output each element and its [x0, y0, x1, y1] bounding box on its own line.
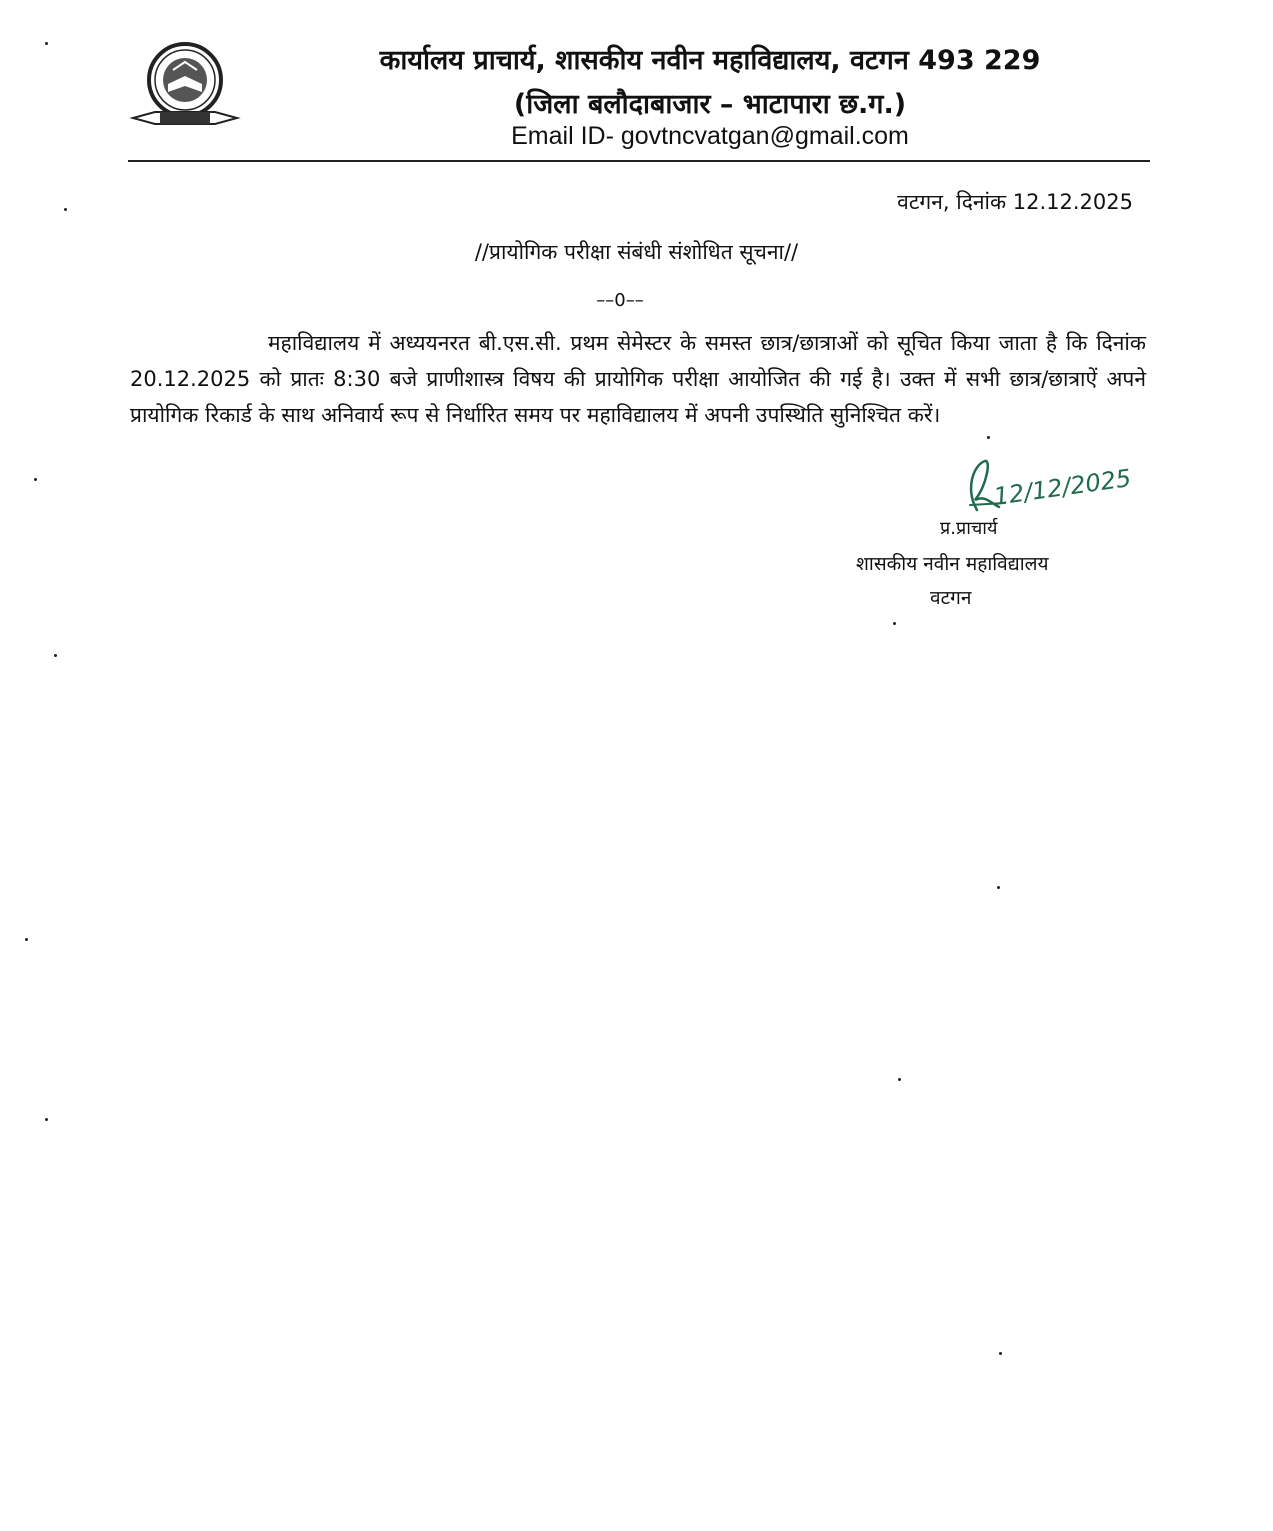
scan-speck	[893, 622, 896, 625]
scan-speck	[45, 1118, 48, 1121]
date-line: वटगन, दिनांक 12.12.2025	[897, 190, 1133, 214]
scan-speck	[997, 886, 1000, 889]
college-logo	[130, 40, 240, 135]
signatory-title: प्र.प्राचार्य	[940, 518, 998, 539]
signatory-college: शासकीय नवीन महाविद्यालय	[856, 553, 1049, 575]
signatory-place: वटगन	[930, 587, 972, 609]
handwritten-signature	[955, 455, 1133, 525]
email-line: Email ID- govtncvatgan@gmail.com	[511, 122, 909, 150]
scan-speck	[45, 42, 48, 45]
office-heading: कार्यालय प्राचार्य, शासकीय नवीन महाविद्यालय, वटगन 493 229	[379, 45, 1041, 76]
notice-body: महाविद्यालय में अध्ययनरत बी.एस.सी. प्रथम सेमेस्टर के समस्त छात्र/छात्राओं को सूचित किया जाता है कि दिनांक 20.12.2025 को प्रातः 8:30 बजे प्राणीशास्त्र विषय की प्रायोगिक परीक्षा आयोजित की गई है। उक्त में सभी छात्र/छात्राऐं अपने प्रायोगिक रिकार्ड के साथ अनिवार्य रूप से निर्धारित समय पर महाविद्यालय में अपनी उपस्थिति सुनिश्चित करें।	[130, 331, 1146, 427]
notice-subject: //प्रायोगिक परीक्षा संबंधी संशोधित सूचना//	[474, 240, 799, 264]
scan-speck	[34, 478, 37, 481]
scan-speck	[54, 654, 57, 657]
scan-speck	[999, 1352, 1002, 1355]
scan-speck	[64, 208, 67, 211]
scan-speck	[987, 436, 990, 439]
scan-speck	[898, 1078, 901, 1081]
district-heading: (जिला बलौदाबाजार – भाटापारा छ.ग.)	[513, 89, 907, 120]
scan-speck	[25, 938, 28, 941]
svg-text:12/12/2025: 12/12/2025	[991, 463, 1133, 511]
header-divider	[128, 160, 1150, 162]
separator-mark: ––0––	[596, 290, 644, 311]
